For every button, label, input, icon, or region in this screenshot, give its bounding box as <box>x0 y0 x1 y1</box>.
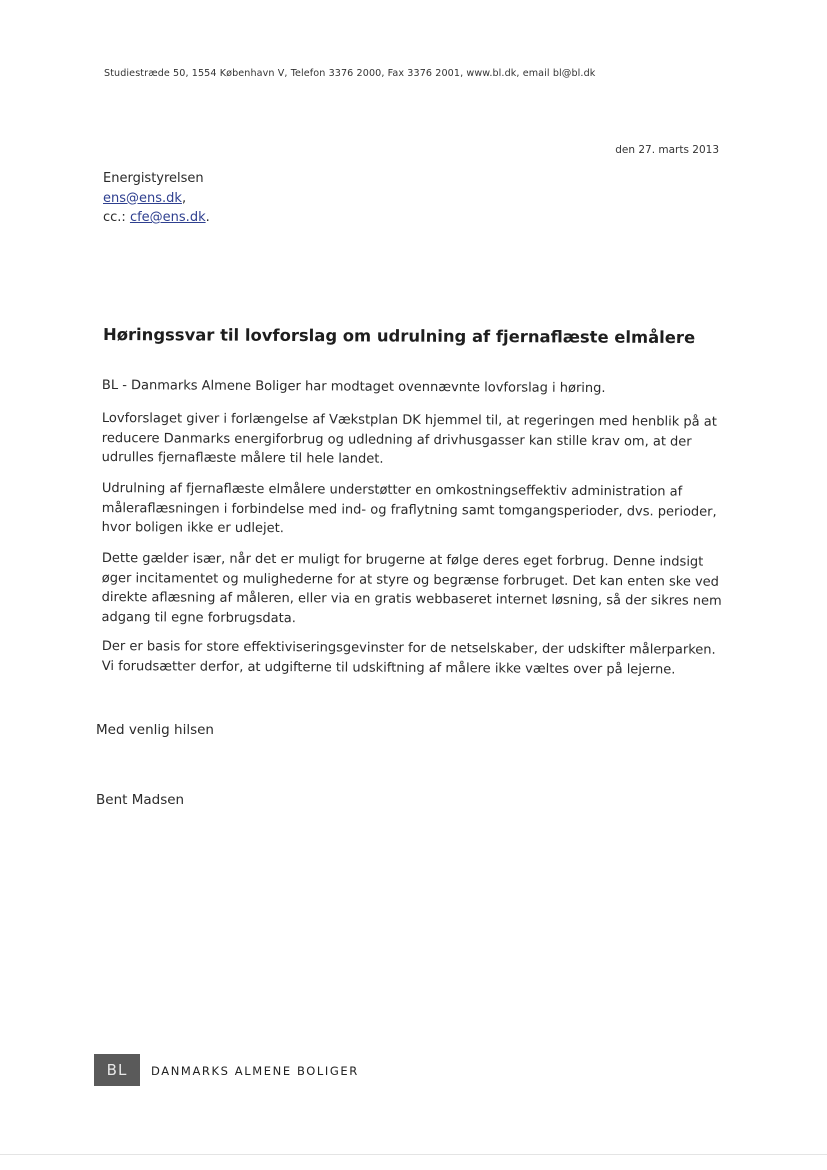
body-paragraph: Udrulning af fjernaflæste elmålere understøtter en omkostningseffektiv administration af måleraflæsningen i forbindelse med ind- og fraflytning samt tomgangsperioder, dvs. perioder, hvor boligen ikke er udlejet. <box>101 480 717 537</box>
cc-email-link[interactable]: cfe@ens.dk <box>129 210 206 225</box>
bl-logo: BL <box>94 1054 140 1086</box>
letter-date: den 27. marts 2013 <box>615 144 719 156</box>
recipient-email-link[interactable]: ens@ens.dk <box>103 190 182 206</box>
recipient-name: Energistyrelsen <box>103 171 204 186</box>
letterhead-address: Studiestræde 50, 1554 København V, Telefon 3376 2000, Fax 3376 2001, www.bl.dk, email bl@bl.dk <box>104 68 596 79</box>
letter-title: Høringssvar til lovforslag om udrulning af fjernaflæste elmålere <box>102 325 696 348</box>
recipient-cc-line <box>103 208 210 228</box>
body-paragraph: Dette gælder især, når det er muligt for brugerne at følge deres eget forbrug. Denne indsigt øger incitamentet og mulighederne for at styre og begrænse forbruget. Det kan enten ske ved direkte aflæsning af måleren, eller via en gratis webbaseret internet løsning, så der sikres nem adgang til egne forbrugsdata. <box>101 550 722 626</box>
body-paragraph: BL - Danmarks Almene Boliger har modtaget ovennævnte lovforslag i høring. <box>101 377 606 397</box>
recipient-email-line <box>103 189 210 209</box>
org-name: DANMARKS ALMENE BOLIGER <box>151 1064 359 1078</box>
cc-label: cc.: <box>103 210 126 225</box>
body-paragraph: Lovforslaget giver i forlængelse af Vækstplan DK hjemmel til, at regeringen med henblik på at reducere Danmarks energiforbrug og udledning af drivhusgasser kan stille krav om, at der udrulles fjernaflæste målere til hele landet. <box>101 410 717 467</box>
recipient-email-suffix: , <box>181 190 187 206</box>
signer-name: Bent Madsen <box>96 792 185 808</box>
page-edge-divider <box>0 1154 827 1155</box>
recipient-block <box>103 169 210 228</box>
closing-salutation: Med venlig hilsen <box>96 722 214 738</box>
cc-email-suffix: . <box>205 210 210 225</box>
body-paragraph: Der er basis for store effektiviseringsgevinster for de netselskaber, der udskifter målerparken. Vi forudsætter derfor, at udgifterne til udskiftning af målere ikke væltes over på lejerne. <box>101 638 716 678</box>
